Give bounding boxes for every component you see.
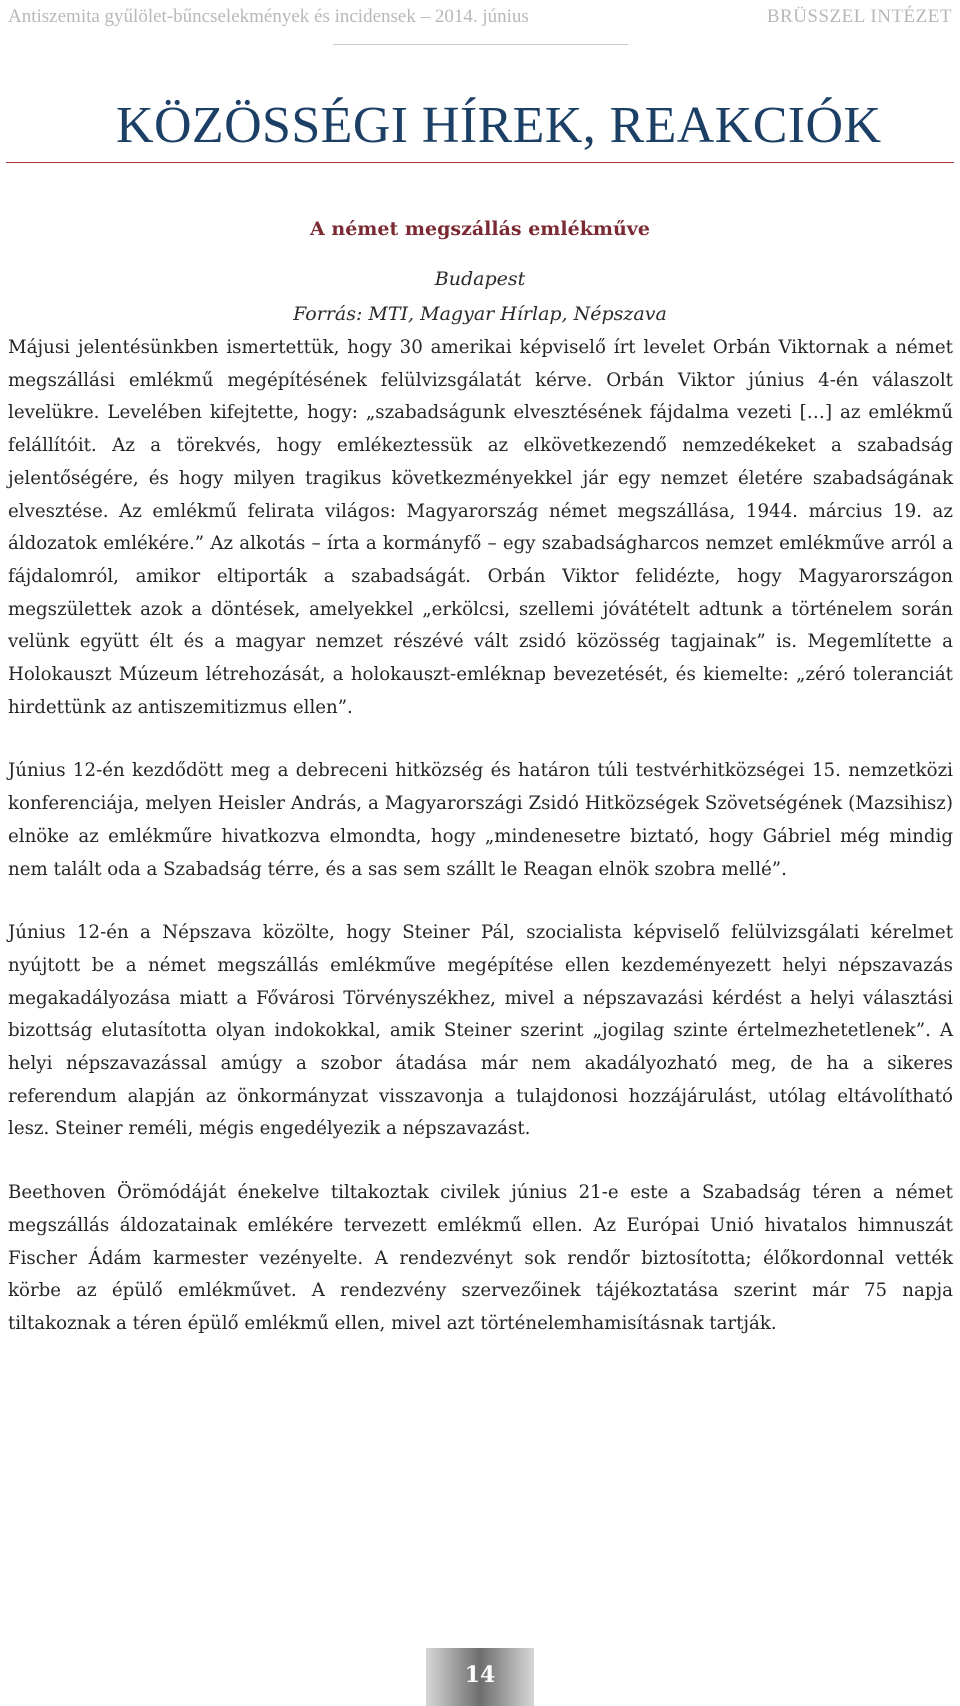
page-number: 14	[464, 1662, 496, 1688]
header-divider	[333, 44, 628, 45]
running-header-institute-name: BRÜSSZEL INTÉZET	[766, 6, 952, 27]
page-number-box	[426, 1648, 534, 1706]
article-paragraph: Májusi jelentésünkben ismertettük, hogy 30 amerikai képviselő írt levelet Orbán Viktornak a német megszállási emlékmű megépítésének felülvizsgálatát kérve. Orbán Viktor június 4-én válaszolt levelükre. Levelében kifejtette, hogy: „szabadságunk elvesztésének fájdalma vezeti […] az emlékmű felállítóit. Az a törekvés, hogy emlékeztessük az elkövetkezendő nemzedékeket a szabadság jelentőségére, és hogy milyen tragikus következményekkel jár egy nemzet életére szabadságának elvesztése. Az emlékmű felirata világos: Magyarország német megszállása, 1944. március 19. az áldozatok emlékére.” Az alkotás – írta a kormányfő – egy szabadságharcos nemzet emlékműve arról a fájdalomról, amikor eltiporták a szabadságát. Orbán Viktor felidézte, hogy Magyarországon megszülettek azok a döntések, amelyekkel „erkölcsi, szellemi jóvátételt adtunk a történelem során velünk együtt élt és a magyar nemzet részévé vált zsidó közösség tagjainak” is. Megemlítette a Holokauszt Múzeum létrehozását, a holokauszt-emléknap bevezetését, és kiemelte: „zéró toleranciát hirdettünk az antiszemitizmus ellen”.	[8, 337, 953, 718]
article-paragraph: Beethoven Örömódáját énekelve tiltakoztak civilek június 21-e este a Szabadság téren a német megszállás áldozatainak emlékére tervezett emlékmű ellen. Az Európai Unió hivatalos himnuszát Fischer Ádám karmester vezényelte. A rendezvényt sok rendőr biztosította; élőkordonnal vették körbe az épülő emlékművet. A rendezvény szervezőinek tájékoztatása szerint már 75 napja tiltakoznak a téren épülő emlékmű ellen, mivel azt történelemhamisításnak tartják.	[8, 1182, 953, 1334]
running-header-publication-title: Antiszemita gyűlölet-bűncselekmények és incidensek – 2014. június	[8, 6, 529, 27]
article-paragraph: Június 12-én a Népszava közölte, hogy Steiner Pál, szocialista képviselő felülvizsgálati kérelmet nyújtott be a német megszállás emlékműve megépítése ellen kezdeményezett helyi népszavazás megakadályozása miatt a Fővárosi Törvényszékhez, mivel a népszavazási kérdést a helyi választási bizottság elutasította olyan indokokkal, amik Steiner szerint „jogilag szinte értelmezhetetlenek”. A helyi népszavazással amúgy a szobor átadása már nem akadályozható meg, de ha a sikeres referendum alapján az önkormányzat visszavonja a tulajdonosi hozzájárulást, utólag eltávolítható lesz. Steiner reméli, mégis engedélyezik a népszavazást.	[8, 922, 953, 1140]
article-paragraph: Június 12-én kezdődött meg a debreceni hitközség és határon túli testvérhitközségei 15. nemzetközi konferenciája, melyen Heisler András, a Magyarországi Zsidó Hitközségek Szövetségének (Mazsihisz) elnöke az emlékműre hivatkozva elmondta, hogy „mindenesetre biztató, hogy Gábriel még mindig nem talált oda a Szabadság térre, és a sas sem szállt le Reagan elnök szobra mellé”.	[8, 760, 953, 880]
article-body	[8, 332, 953, 1372]
running-header	[8, 6, 952, 30]
section-title-divider	[6, 162, 954, 163]
section-title: KÖZÖSSÉGI HÍREK, REAKCIÓK	[116, 97, 882, 154]
article-source: Forrás: MTI, Magyar Hírlap, Népszava	[293, 303, 667, 325]
article-dateline: Budapest	[434, 268, 526, 290]
article-title: A német megszállás emlékműve	[310, 218, 650, 240]
